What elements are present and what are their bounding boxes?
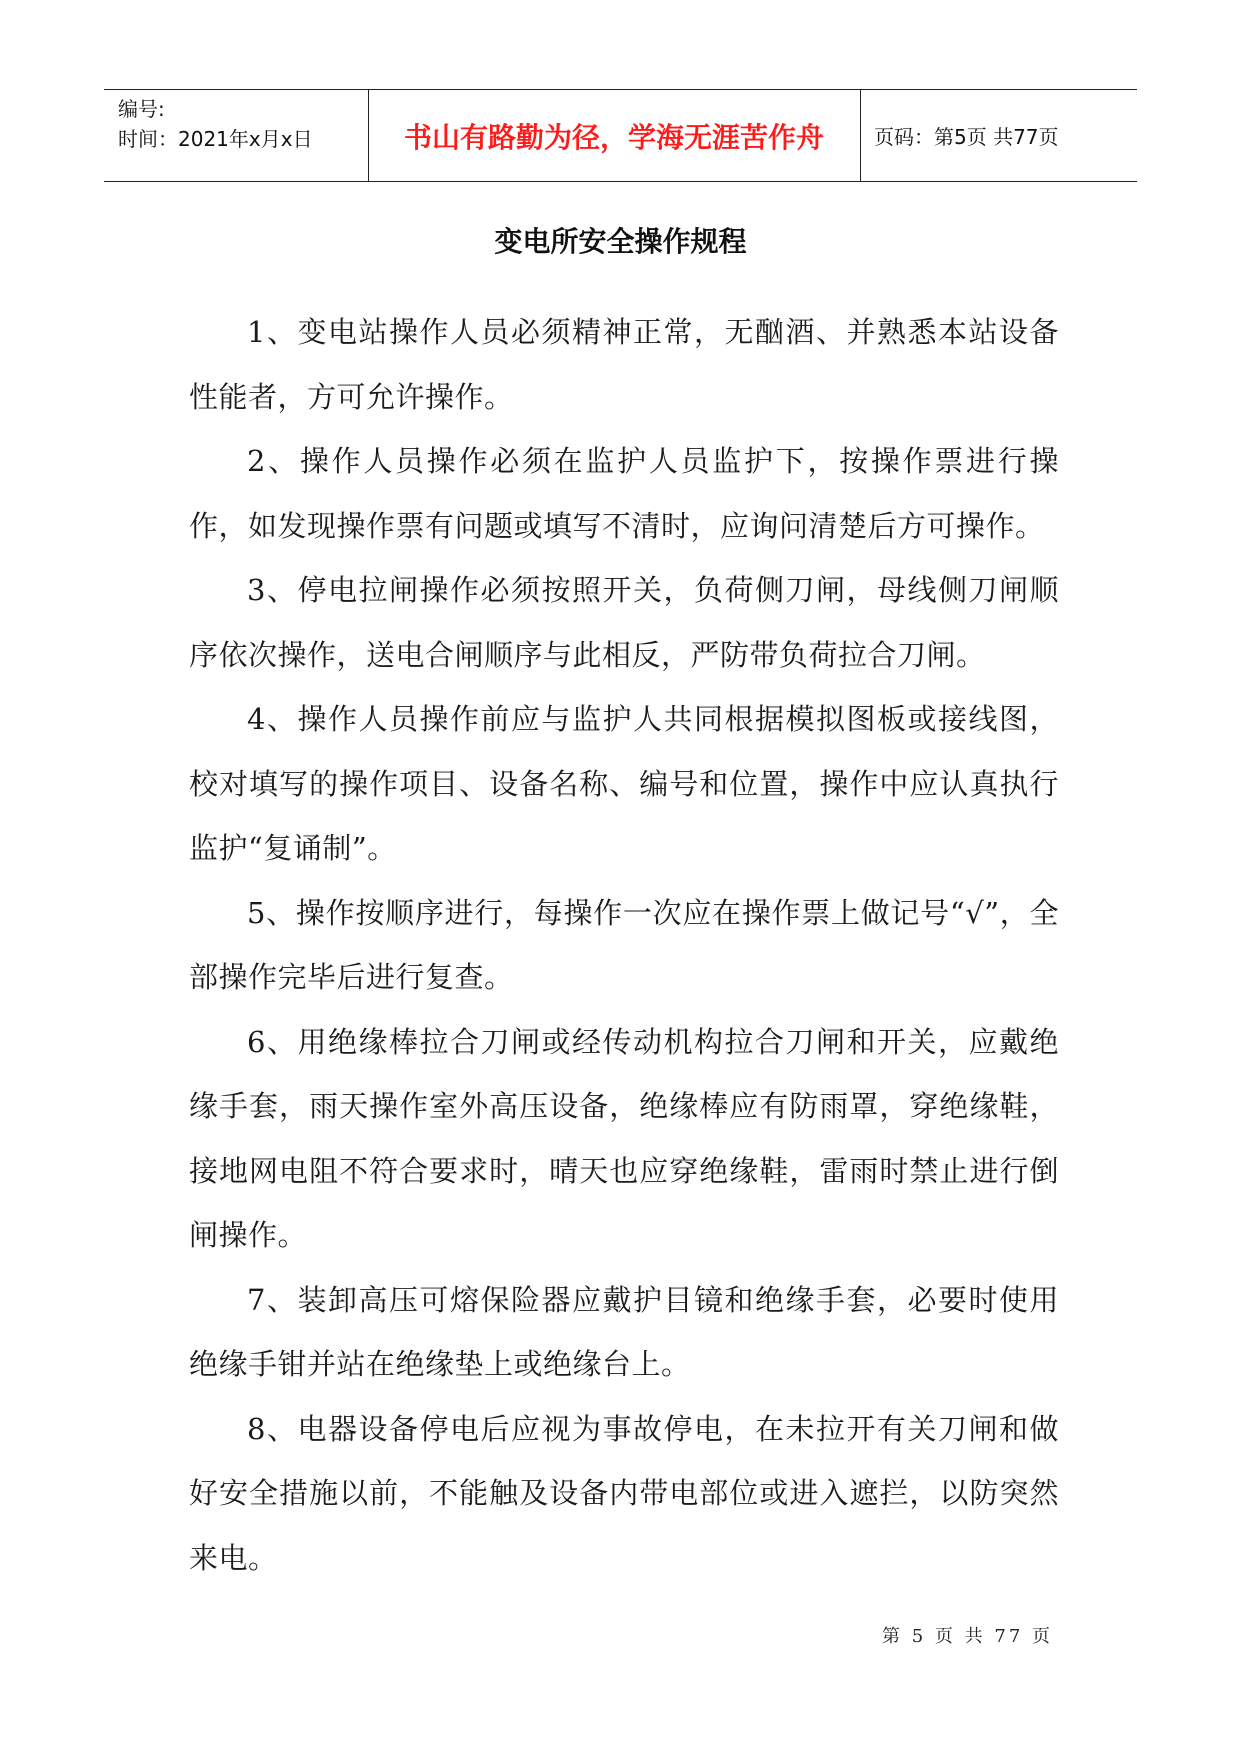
header-page-number: 页码：第5页 共77页 [874, 125, 1059, 149]
header-meta [118, 94, 368, 154]
paragraph-4: 4、操作人员操作前应与监护人共同根据模拟图板或接线图，校对填写的操作项目、设备名称、编号和位置，操作中应认真执行监护“复诵制”。 [189, 702, 1059, 865]
paragraph-7: 7、装卸高压可熔保险器应戴护目镜和绝缘手套，必要时使用绝缘手钳并站在绝缘垫上或绝缘台上。 [189, 1282, 1059, 1381]
paragraph-5: 5、操作按顺序进行，每操作一次应在操作票上做记号“√”，全部操作完毕后进行复查。 [189, 895, 1059, 994]
paragraph-1: 1、变电站操作人员必须精神正常，无酗酒、并熟悉本站设备性能者，方可允许操作。 [189, 315, 1059, 414]
document-title: 变电所安全操作规程 [494, 225, 747, 258]
page-header [104, 89, 1137, 182]
document-body [189, 300, 1059, 1590]
paragraph-3: 3、停电拉闸操作必须按照开关，负荷侧刀闸，母线侧刀闸顺序依次操作，送电合闸顺序与此相反，严防带负荷拉合刀闸。 [189, 573, 1059, 672]
serial-number-label: 编号: [118, 97, 165, 121]
header-divider [368, 90, 369, 181]
time-label: 时间：2021年x月x日 [118, 127, 313, 151]
page-footer: 第 5 页 共 77 页 [882, 1626, 1053, 1647]
header-motto: 书山有路勤为径，学海无涯苦作舟 [403, 120, 824, 154]
paragraph-8: 8、电器设备停电后应视为事故停电，在未拉开有关刀闸和做好安全措施以前，不能触及设备内带电部位或进入遮拦，以防突然来电。 [189, 1411, 1059, 1575]
header-divider [860, 90, 861, 181]
paragraph-6: 6、用绝缘棒拉合刀闸或经传动机构拉合刀闸和开关，应戴绝缘手套，雨天操作室外高压设备，绝缘棒应有防雨罩，穿绝缘鞋，接地网电阻不符合要求时，晴天也应穿绝缘鞋，雷雨时禁止进行倒闸操作。 [189, 1024, 1059, 1252]
paragraph-2: 2、操作人员操作必须在监护人员监护下，按操作票进行操作，如发现操作票有问题或填写不清时，应询问清楚后方可操作。 [189, 444, 1059, 543]
